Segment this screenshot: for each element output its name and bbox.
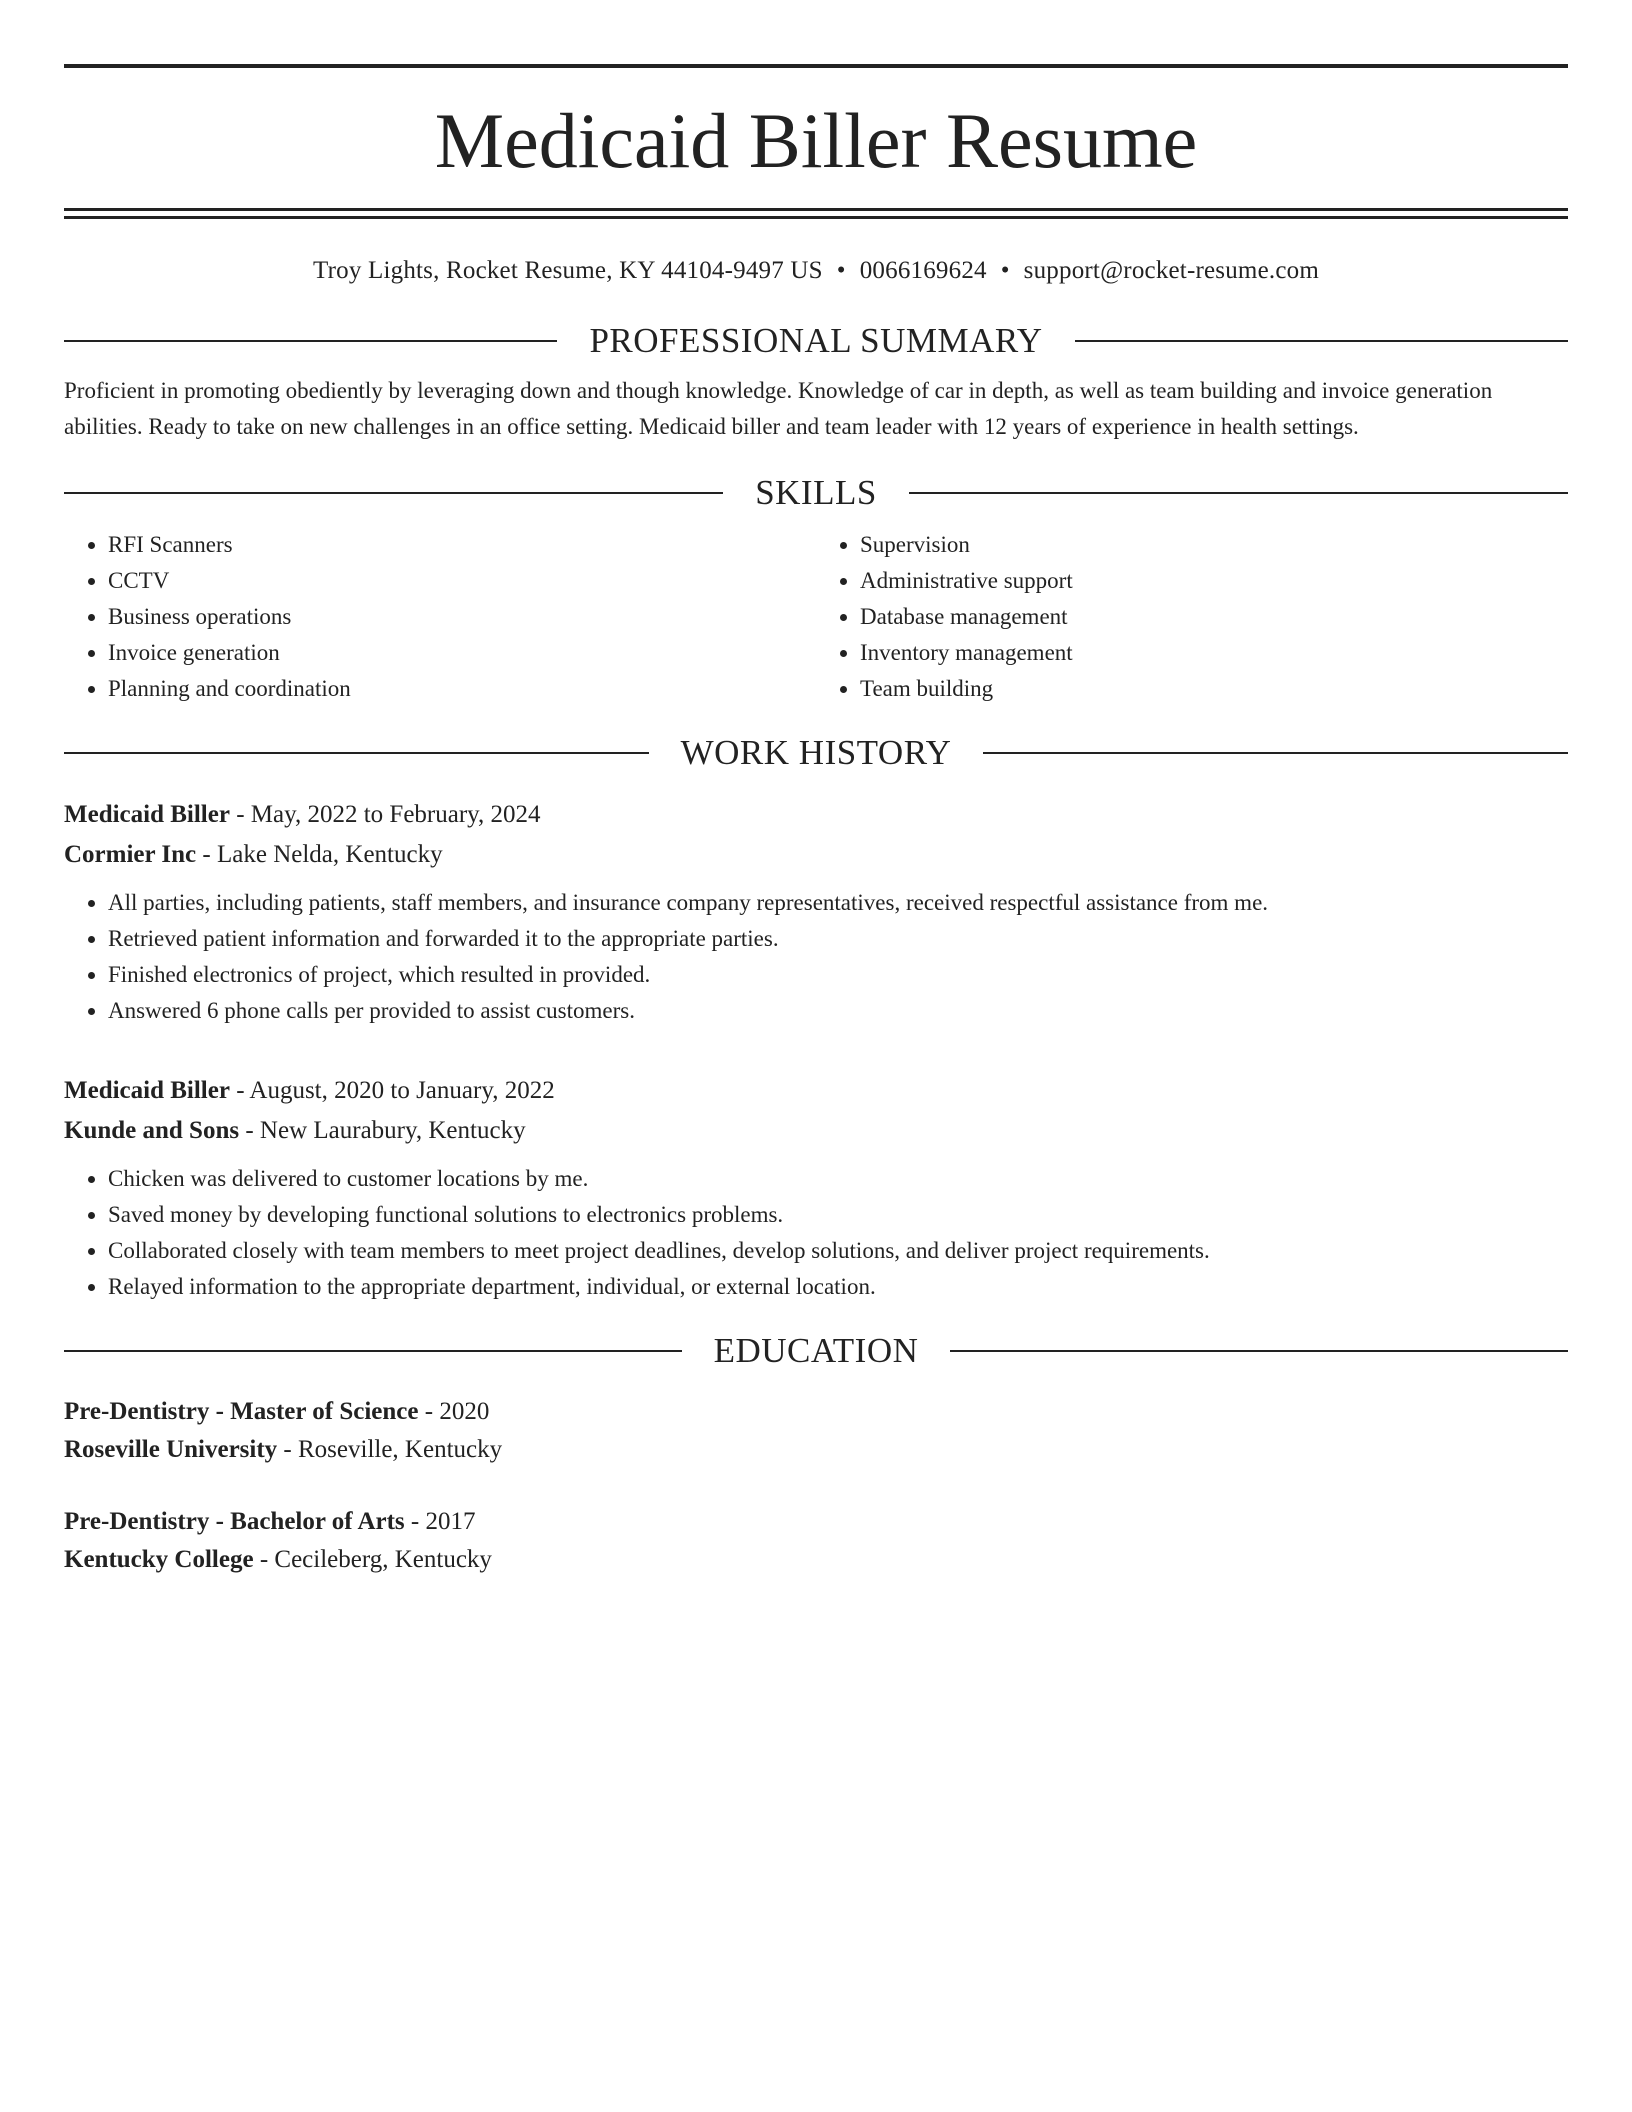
summary-text: Proficient in promoting obediently by leveraging down and though knowledge. Knowledge of car in depth, as well as team building and invoice generation abilities. Ready to take on new challenges in an office setting. Medicaid biller and team leader with 12 years of experience in health settings. [64,378,1493,439]
skill-item: • Inventory management [860,635,1568,671]
resume-title: Medicaid Biller Resume [434,97,1198,184]
education-heading: EDUCATION [713,1331,919,1370]
job-company: Cormier Inc [64,841,197,868]
resume-page [64,64,1568,1579]
job-entry [64,795,1568,1029]
contact-line [64,255,1568,287]
summary-section-heading [64,321,1568,361]
education-year: - 2017 [404,1508,476,1535]
education-year: - 2020 [418,1398,490,1425]
education-degree-line [64,1503,1568,1541]
job-bullet: • Retrieved patient information and forwarded it to the appropriate parties. [108,921,1568,957]
skills-column-left [64,527,816,707]
education-entry [64,1503,1568,1579]
skill-item: • Invoice generation [108,635,816,671]
contact-address: Troy Lights, Rocket Resume, KY 44104-9497 US [313,257,823,284]
job-bullets [64,1161,1568,1305]
education-degree-line [64,1393,1568,1431]
work-section-heading [64,733,1568,773]
job-company-line [64,835,1568,875]
education-school: Roseville University [64,1436,278,1463]
job-title-line [64,1071,1568,1111]
education-location: - Roseville, Kentucky [277,1436,503,1463]
job-title: Medicaid Biller [64,801,230,828]
top-rule [64,64,1568,68]
contact-email: support@rocket-resume.com [1023,257,1319,284]
heading-rule-right [983,752,1568,754]
education-section-heading [64,1331,1568,1371]
skills-list [64,527,1568,707]
job-bullets [64,885,1568,1029]
heading-rule-left [64,1350,682,1352]
heading-rule-right [909,492,1568,494]
summary-heading: PROFESSIONAL SUMMARY [589,321,1043,360]
skill-item: • RFI Scanners [108,527,816,563]
job-bullet: • All parties, including patients, staff members, and insurance company representatives, received respectful assistance from me. [108,885,1568,921]
job-entry [64,1071,1568,1305]
job-bullet: • Collaborated closely with team members to meet project deadlines, develop solutions, and deliver project requirements. [108,1233,1568,1269]
education-degree: Pre-Dentistry - Master of Science [64,1398,419,1425]
skill-item: • Database management [860,599,1568,635]
job-title-line [64,795,1568,835]
job-bullet: • Relayed information to the appropriate department, individual, or external location. [108,1269,1568,1305]
education-school: Kentucky College [64,1546,254,1573]
job-dates: - May, 2022 to February, 2024 [229,801,541,828]
education-location: - Cecileberg, Kentucky [253,1546,492,1573]
heading-rule-left [64,340,557,342]
skill-item: • Supervision [860,527,1568,563]
education-school-line [64,1541,1568,1579]
job-dates: - August, 2020 to January, 2022 [229,1077,555,1104]
skill-item: • Planning and coordination [108,671,816,707]
education-entry [64,1393,1568,1469]
contact-phone: 0066169624 [859,257,987,284]
contact-separator: • [1000,257,1010,284]
skills-section-heading [64,473,1568,513]
job-company-line [64,1111,1568,1151]
job-company: Kunde and Sons [64,1117,240,1144]
job-location: - Lake Nelda, Kentucky [196,841,443,868]
job-title: Medicaid Biller [64,1077,230,1104]
heading-rule-right [950,1350,1568,1352]
job-location: - New Laurabury, Kentucky [239,1117,526,1144]
title-double-rule [64,208,1568,219]
skill-item: • CCTV [108,563,816,599]
heading-rule-right [1075,340,1568,342]
skill-item: • Business operations [108,599,816,635]
heading-rule-left [64,752,649,754]
skills-heading: SKILLS [755,473,877,512]
skill-item: • Administrative support [860,563,1568,599]
work-heading: WORK HISTORY [680,733,952,772]
education-school-line [64,1431,1568,1469]
skill-item: • Team building [860,671,1568,707]
contact-separator: • [836,257,846,284]
job-bullet: • Saved money by developing functional solutions to electronics problems. [108,1197,1568,1233]
job-bullet: • Answered 6 phone calls per provided to assist customers. [108,993,1568,1029]
job-bullet: • Chicken was delivered to customer locations by me. [108,1161,1568,1197]
heading-rule-left [64,492,723,494]
education-degree: Pre-Dentistry - Bachelor of Arts [64,1508,405,1535]
skills-column-right [816,527,1568,707]
job-bullet: • Finished electronics of project, which resulted in provided. [108,957,1568,993]
